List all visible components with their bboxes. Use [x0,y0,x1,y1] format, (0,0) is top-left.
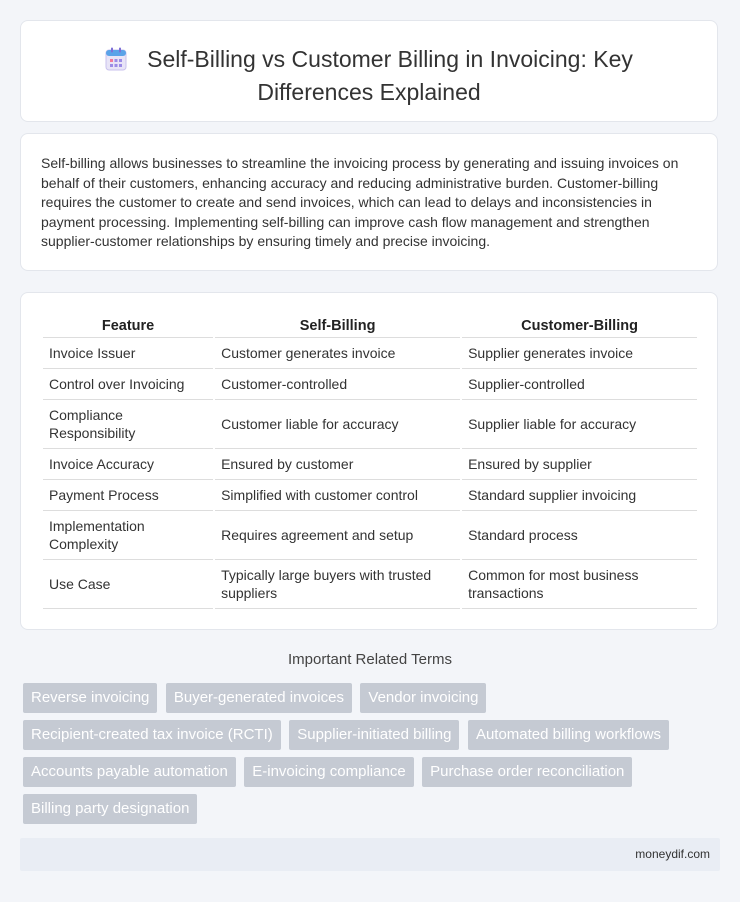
table-cell: Ensured by supplier [462,449,697,480]
term-tag[interactable]: Vendor invoicing [360,683,486,713]
table-cell: Ensured by customer [215,449,460,480]
table-cell: Requires agreement and setup [215,511,460,560]
term-tag[interactable]: Buyer-generated invoices [166,683,352,713]
table-cell: Customer-controlled [215,369,460,400]
comparison-table [41,316,699,609]
column-header-feature: Feature [43,316,213,338]
table-row [43,480,697,511]
calendar-icon [105,47,127,78]
intro-card [20,133,718,271]
term-tag[interactable]: Supplier-initiated billing [289,720,459,750]
table-cell: Typically large buyers with trusted suppliers [215,560,460,609]
table-cell: Implementation Complexity [43,511,213,560]
table-cell: Invoice Issuer [43,338,213,369]
table-cell: Supplier liable for accuracy [462,400,697,449]
table-cell: Standard supplier invoicing [462,480,697,511]
table-row [43,511,697,560]
table-cell: Standard process [462,511,697,560]
table-cell: Common for most business transactions [462,560,697,609]
comparison-card [20,292,718,630]
site-name[interactable]: moneydif.com [635,847,710,861]
table-row [43,400,697,449]
table-row [43,449,697,480]
table-header-row [43,316,697,338]
term-tag[interactable]: Billing party designation [23,794,197,824]
column-header-self-billing: Self-Billing [215,316,460,338]
table-row [43,369,697,400]
table-cell: Invoice Accuracy [43,449,213,480]
table-cell: Supplier generates invoice [462,338,697,369]
related-terms-list [23,683,723,831]
table-cell: Compliance Responsibility [43,400,213,449]
table-cell: Simplified with customer control [215,480,460,511]
title-text: Self-Billing vs Customer Billing in Invoicing: Key Differences Explained [147,46,633,105]
table-cell: Customer generates invoice [215,338,460,369]
term-tag[interactable]: Purchase order reconciliation [422,757,632,787]
table-cell: Use Case [43,560,213,609]
term-tag[interactable]: Automated billing workflows [468,720,669,750]
table-row [43,338,697,369]
term-tag[interactable]: Accounts payable automation [23,757,236,787]
table-cell: Payment Process [43,480,213,511]
table-cell: Control over Invoicing [43,369,213,400]
term-tag[interactable]: Recipient-created tax invoice (RCTI) [23,720,281,750]
title-card [20,20,718,122]
term-tag[interactable]: Reverse invoicing [23,683,157,713]
footer [20,838,720,871]
table-row [43,560,697,609]
table-cell: Customer liable for accuracy [215,400,460,449]
column-header-customer-billing: Customer-Billing [462,316,697,338]
page-title [21,45,717,107]
intro-paragraph: Self-billing allows businesses to streamline the invoicing process by generating and issuing invoices on behalf of their customers, enhancing accuracy and reducing administrative burden. Customer-billing requires the customer to create and send invoices, which can lead to delays and inconsistencies in payment processing. Implementing self-billing can improve cash flow management and strengthen supplier-customer relationships by ensuring timely and precise invoicing. [41,155,679,249]
term-tag[interactable]: E-invoicing compliance [244,757,413,787]
related-terms-heading: Important Related Terms [288,651,452,668]
table-cell: Supplier-controlled [462,369,697,400]
